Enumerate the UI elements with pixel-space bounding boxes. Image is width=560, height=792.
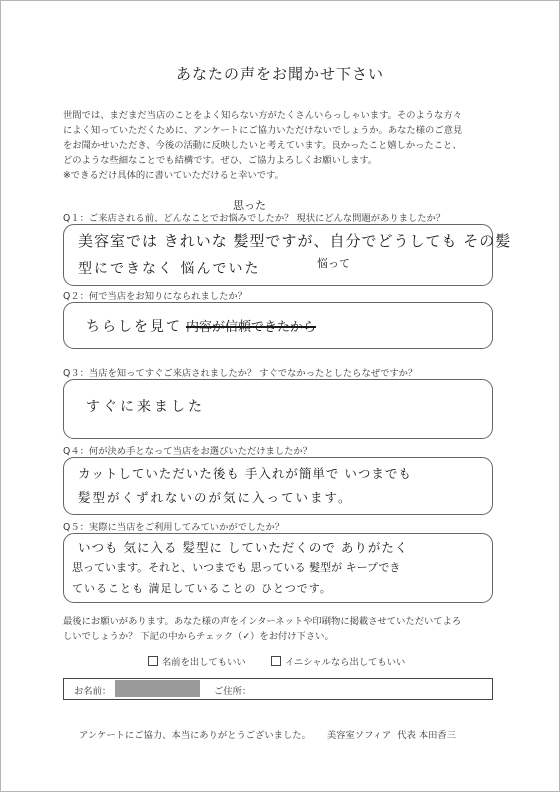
name-address-row	[63, 678, 493, 700]
answer-3-line-1: すぐに来ました	[86, 399, 205, 415]
footer-signature: 代表 本田香三	[397, 730, 456, 741]
intro-line: どのような些細なことでも結構です。ぜひ、ご協力よろしくお願いします。	[63, 155, 378, 166]
answer-2-struck-text: 内容が信頼できたから	[186, 320, 317, 335]
address-label: ご住所：	[214, 686, 252, 697]
option-initials-ok[interactable]	[271, 654, 405, 668]
page-title: あなたの声をお聞かせ下さい	[175, 65, 384, 83]
question-5-label: Q５：実際に当店をご利用してみていかがでしたか？	[63, 522, 285, 533]
question-1-label: Q１：ご来店される前、どんなことでお悩みでしたか？ 現状にどんな問題がありましたか？	[63, 213, 446, 224]
answer-1-insert: 悩って	[317, 257, 350, 270]
answer-3-box[interactable]	[63, 379, 493, 439]
question-4-label: Q４：何が決め手となって当店をお選びいただけましたか？	[63, 446, 313, 457]
answer-4-box[interactable]	[63, 457, 493, 515]
checkbox[interactable]	[271, 656, 281, 666]
answer-4-line-2: 髪型がくずれないのが気に入っています。	[78, 490, 353, 505]
answer-1-box[interactable]	[63, 224, 512, 286]
answer-5-box[interactable]	[63, 533, 493, 603]
name-label: お名前：	[74, 686, 112, 697]
closing-text	[63, 614, 503, 644]
answer-1-line-1: 美容室では きれいな 髪型ですが、自分でどうしても その髪	[78, 232, 512, 250]
checkbox[interactable]	[148, 656, 158, 666]
option-name-ok[interactable]	[148, 654, 246, 668]
intro-line: をお聞かせいただき、今後の活動に反映したいと考えています。良かったこと嬉しかったこと、	[63, 140, 462, 151]
answer-5-line-1: いつも 気に入る 髪型に していただくので ありがたく	[78, 540, 409, 555]
answer-2-box[interactable]	[63, 302, 493, 349]
intro-text	[63, 108, 503, 183]
answer-2-line-1: ちらしを見て	[86, 319, 182, 335]
footer-org: 美容室ソフィア	[326, 730, 392, 741]
intro-line: ※できるだけ具体的に書いていただけると幸いです。	[63, 170, 284, 181]
option-label: 名前を出してもいい	[162, 657, 246, 668]
answer-1-line-2: 型にできなく 悩んでいた	[78, 261, 261, 277]
intro-line: 世間では、まだまだ当店のことをよく知らない方がたくさんいらっしゃいます。そのような方々	[63, 110, 463, 121]
answer-5-line-3: ていることも 満足していることの ひとつです。	[72, 582, 332, 595]
redacted-name	[115, 680, 200, 697]
closing-line: 最後にお願いがあります。あなた様の声をインターネットや印刷物に掲載させていただいてよろ	[63, 616, 462, 627]
answer-1-insert: 思った	[233, 199, 266, 212]
footer-thanks: アンケートにご協力、本当にありがとうございました。	[79, 730, 311, 741]
option-label: イニシャルなら出してもいい	[285, 657, 406, 668]
intro-line: によく知っていただくために、アンケートにご協力いただけないでしょうか。あなた様のご意見	[63, 125, 463, 136]
question-2-label: Q２：何で当店をお知りになられましたか？	[63, 291, 247, 302]
footer	[79, 727, 499, 741]
answer-5-line-2: 思っています。それと、いつまでも 思っている 髪型が キープでき	[72, 561, 401, 574]
question-3-label: Q３：当店を知ってすぐご来店されましたか？ すぐでなかったとしたらなぜですか？	[63, 368, 418, 379]
closing-line: しいでしょうか？ 下記の中からチェック（✓）をお付け下さい。	[63, 631, 334, 642]
answer-4-line-1: カットしていただいた後も 手入れが簡単で いつまでも	[78, 466, 412, 481]
